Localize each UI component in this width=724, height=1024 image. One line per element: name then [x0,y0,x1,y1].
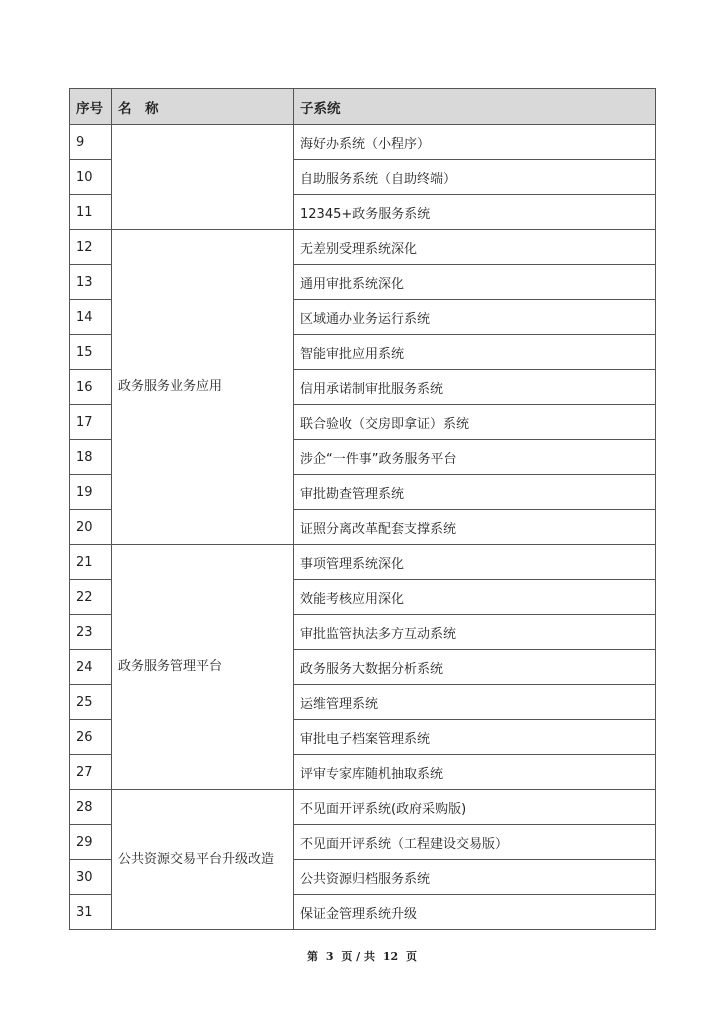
subsystem-cell: 无差别受理系统深化 [294,230,656,265]
header-seq: 序号 [70,89,112,125]
seq-cell: 14 [70,300,112,335]
subsystem-cell: 联合验收（交房即拿证）系统 [294,405,656,440]
table-row [70,790,656,825]
subsystem-cell: 公共资源归档服务系统 [294,860,656,895]
seq-cell: 28 [70,790,112,825]
seq-cell: 26 [70,720,112,755]
header-name: 名 称 [112,89,294,125]
subsystem-cell: 通用审批系统深化 [294,265,656,300]
seq-cell: 25 [70,685,112,720]
seq-cell: 24 [70,650,112,685]
subsystem-cell: 智能审批应用系统 [294,335,656,370]
header-subsystem: 子系统 [294,89,656,125]
seq-cell: 13 [70,265,112,300]
subsystem-cell: 不见面开评系统（工程建设交易版） [294,825,656,860]
footer-suffix: 页 [406,950,418,963]
subsystem-cell: 证照分离改革配套支撑系统 [294,510,656,545]
table-row [70,125,656,160]
subsystem-cell: 审批勘查管理系统 [294,475,656,510]
subsystem-cell: 不见面开评系统(政府采购版) [294,790,656,825]
subsystem-cell: 审批电子档案管理系统 [294,720,656,755]
page-footer [0,948,724,964]
subsystem-cell: 保证金管理系统升级 [294,895,656,930]
systems-table [69,88,656,930]
subsystem-cell: 运维管理系统 [294,685,656,720]
seq-cell: 18 [70,440,112,475]
footer-page-number: 3 [325,950,334,963]
table-header-row [70,89,656,125]
table-row [70,545,656,580]
seq-cell: 19 [70,475,112,510]
seq-cell: 12 [70,230,112,265]
subsystem-cell: 事项管理系统深化 [294,545,656,580]
seq-cell: 21 [70,545,112,580]
seq-cell: 16 [70,370,112,405]
subsystem-cell: 区域通办业务运行系统 [294,300,656,335]
subsystem-cell: 12345+政务服务系统 [294,195,656,230]
subsystem-cell: 审批监管执法多方互动系统 [294,615,656,650]
footer-mid: 页 / 共 [341,950,376,963]
subsystem-cell: 自助服务系统（自助终端） [294,160,656,195]
seq-cell: 20 [70,510,112,545]
seq-cell: 10 [70,160,112,195]
group-name-cell: 公共资源交易平台升级改造 [112,790,294,930]
group-name-cell [112,125,294,230]
seq-cell: 30 [70,860,112,895]
subsystem-cell: 信用承诺制审批服务系统 [294,370,656,405]
subsystem-cell: 涉企“一件事”政务服务平台 [294,440,656,475]
seq-cell: 9 [70,125,112,160]
group-name-cell: 政务服务管理平台 [112,545,294,790]
seq-cell: 17 [70,405,112,440]
subsystem-cell: 政务服务大数据分析系统 [294,650,656,685]
footer-total-pages: 12 [382,950,399,963]
table-body [70,125,656,930]
seq-cell: 23 [70,615,112,650]
subsystem-cell: 海好办系统（小程序） [294,125,656,160]
seq-cell: 31 [70,895,112,930]
table-row [70,230,656,265]
footer-prefix: 第 [306,950,318,963]
seq-cell: 27 [70,755,112,790]
subsystem-cell: 效能考核应用深化 [294,580,656,615]
subsystem-cell: 评审专家库随机抽取系统 [294,755,656,790]
seq-cell: 15 [70,335,112,370]
group-name-cell: 政务服务业务应用 [112,230,294,545]
seq-cell: 22 [70,580,112,615]
seq-cell: 29 [70,825,112,860]
seq-cell: 11 [70,195,112,230]
